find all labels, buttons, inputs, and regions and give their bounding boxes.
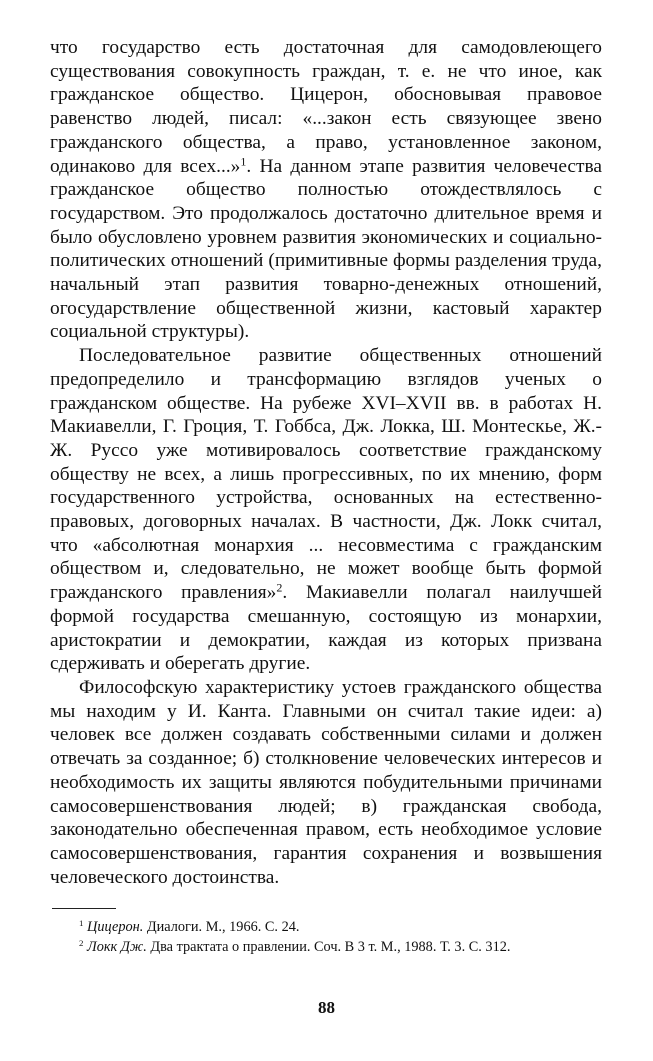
paragraph-2-text-b: . Макиавелли полагал наилучшей формой государства смешанную, состоящую из монархии, аристократии и демократии, каждая из которых призвана сдерживать и оберегать другие. <box>50 582 602 675</box>
paragraph-1-text-b: . На данном этапе развития человечества гражданское общество полностью отождествлялось с государством. Это продолжалось достаточно длительное время и было обусловлено уровнем развития экономических и социально-политических отношений (примитивные формы разделения труда, начальный этап развития товарно-денежных отношений, огосударствление общественной жизни, кастовый характер социальной структуры). <box>50 155 602 343</box>
paragraph-1 <box>50 36 602 344</box>
paragraph-3-text: Философскую характеристику устоев гражданского общества мы находим у И. Канта. Главными он считал такие идеи: а) человек все должен создавать собственными силами и должен отвечать за созданное; б) столкновение человеческих интересов и необходимость их защиты являются побудительными причинами самосовершенствования людей; в) гражданская свобода, законодательно обеспеченная правом, есть необходимое условие самосовершенствования, гарантия сохранения и возвышения человеческого достоинства. <box>50 676 602 888</box>
page <box>50 36 602 957</box>
footnote-2 <box>50 938 602 958</box>
main-text <box>50 36 602 889</box>
footnote-1 <box>50 918 602 938</box>
footnote-1-text: Диалоги. М., 1966. С. 24. <box>143 919 300 936</box>
footnote-1-number: 1 <box>79 918 84 929</box>
paragraph-1-text-a: что государство есть достаточная для самодовлеющего существования совокупность граждан, т. е. не что иное, как гражданское общество. Цицерон, обосновывая правовое равенство людей, писал: «...закон есть связующее звено гражданского общества, а право, установленное законом, одинаково для всех...» <box>50 37 602 177</box>
footnote-2-number: 2 <box>79 937 84 948</box>
footnotes <box>50 918 602 957</box>
page-number: 88 <box>318 998 335 1017</box>
paragraph-3 <box>50 676 602 889</box>
footnote-2-text: Два трактата о правлении. Соч. В 3 т. М., 1988. Т. 3. С. 312. <box>146 938 511 955</box>
footnote-1-author: Цицерон. <box>87 919 144 936</box>
footnote-ref-1: 1 <box>240 153 247 168</box>
footnote-2-author: Локк Дж. <box>87 938 147 955</box>
paragraph-2-text-a: Последовательное развитие общественных отношений предопределило и трансформацию взглядов ученых о гражданском обществе. На рубеже XVI–XVII вв. в работах Н. Макиавелли, Г. Гроция, Т. Гоббса, Дж. Локка, Ш. Монтескье, Ж.-Ж. Руссо уже мотивировалось соответствие гражданскому обществу не всех, а лишь прогрессивных, по их мнению, форм государственного устройства, основанных на естественно-правовых, договорных началах. В частности, Дж. Локк считал, что «абсолютная монархия ... несовместима с гражданским обществом и, следовательно, не может вообще быть формой гражданского правления» <box>50 345 602 604</box>
footnote-ref-2: 2 <box>276 580 283 595</box>
paragraph-2 <box>50 344 602 676</box>
footnote-divider <box>52 908 116 909</box>
